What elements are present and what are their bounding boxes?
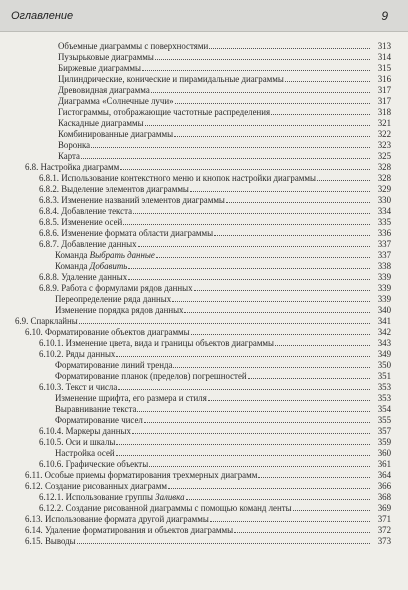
toc-entry-page: 341 <box>377 316 391 326</box>
toc-entry <box>0 349 408 360</box>
toc-entry <box>0 525 408 536</box>
toc-entry-title <box>39 382 117 393</box>
toc-entry <box>0 404 408 415</box>
toc-entry-page: 353 <box>377 382 391 392</box>
toc-entry-title <box>39 437 115 448</box>
toc-entry <box>0 272 408 283</box>
toc-entry-page: 360 <box>377 448 391 458</box>
toc-entry-text: 6.14. Удаление форматирования и объектов диаграммы <box>25 525 234 535</box>
toc-entry-page: 354 <box>377 404 391 414</box>
dot-leader <box>214 235 370 236</box>
toc-entry-text: 6.10.3. Текст и числа <box>39 382 118 392</box>
dot-leader <box>258 477 370 478</box>
toc-entry-text: 6.13. Использование формата другой диаграммы <box>25 514 209 524</box>
toc-entry <box>0 514 408 525</box>
dot-leader <box>155 59 370 60</box>
dot-leader <box>194 290 370 291</box>
toc-entry-text: Воронка <box>58 140 91 150</box>
toc-entry-page: 340 <box>377 305 391 315</box>
toc-entry-title <box>58 118 144 129</box>
toc-entry-text: Форматирование линий тренда <box>55 360 173 370</box>
toc-entry <box>0 426 408 437</box>
toc-entry-title <box>58 41 208 52</box>
toc-entry-page: 357 <box>377 426 391 436</box>
toc-entry <box>0 184 408 195</box>
toc-entry <box>0 118 408 129</box>
toc-entry-text: Настройка осей <box>55 448 115 458</box>
dot-leader <box>234 532 370 533</box>
toc-entry-title <box>55 261 127 272</box>
toc-entry <box>0 151 408 162</box>
toc-entry-title <box>58 52 154 63</box>
toc-entry-page: 364 <box>377 470 391 480</box>
toc-entry-page: 329 <box>377 184 391 194</box>
toc-entry-page: 361 <box>377 459 391 469</box>
dot-leader <box>209 48 370 49</box>
toc-entry-title <box>58 129 173 140</box>
toc-entry-title <box>39 217 122 228</box>
toc-entry-page: 323 <box>377 140 391 150</box>
dot-leader <box>226 202 370 203</box>
dot-leader <box>142 70 370 71</box>
toc-entry-text: 6.10.2. Ряды данных <box>39 349 116 359</box>
toc-entry-emphasis: Добавить <box>89 261 128 271</box>
toc-entry-page: 351 <box>377 371 391 381</box>
page-header <box>0 0 408 32</box>
toc-entry <box>0 52 408 63</box>
dot-leader <box>190 191 370 192</box>
toc-entry-title <box>58 85 150 96</box>
toc-entry-text: 6.8. Настройка диаграмм <box>25 162 120 172</box>
toc-entry-page: 317 <box>377 96 391 106</box>
toc-entry-text: Команда <box>55 261 90 271</box>
dot-leader <box>138 246 370 247</box>
toc-entry-emphasis: Выбрать данные <box>89 250 155 260</box>
toc-entry <box>0 239 408 250</box>
toc-entry-title <box>58 74 284 85</box>
toc-entry-title <box>55 371 247 382</box>
toc-entry <box>0 327 408 338</box>
toc-entry <box>0 360 408 371</box>
toc-entry <box>0 173 408 184</box>
toc-entry-title <box>39 184 189 195</box>
toc-entry <box>0 437 408 448</box>
table-of-contents <box>0 41 408 547</box>
dot-leader <box>191 334 370 335</box>
toc-entry-text: Изменение шрифта, его размера и стиля <box>55 393 207 403</box>
toc-entry-text: Гистограммы, отображающие частотные распределения <box>58 107 271 117</box>
toc-entry-text: Каскадные диаграммы <box>58 118 144 128</box>
dot-leader <box>137 411 370 412</box>
toc-entry-title <box>39 426 131 437</box>
toc-entry-text: 6.8.1. Использование контекстного меню и кнопок настройки диаграммы <box>39 173 316 183</box>
dot-leader <box>285 81 370 82</box>
toc-entry <box>0 305 408 316</box>
toc-entry <box>0 129 408 140</box>
toc-entry-title <box>55 360 172 371</box>
dot-leader <box>79 323 370 324</box>
toc-entry-page: 328 <box>377 162 391 172</box>
toc-entry-emphasis: Заливка <box>155 492 185 502</box>
toc-entry <box>0 85 408 96</box>
toc-entry-title <box>39 173 316 184</box>
toc-entry <box>0 503 408 514</box>
dot-leader <box>81 158 370 159</box>
toc-entry <box>0 415 408 426</box>
dot-leader <box>116 356 370 357</box>
toc-entry-title <box>58 63 141 74</box>
toc-entry <box>0 74 408 85</box>
toc-entry-page: 322 <box>377 129 391 139</box>
toc-entry-text: Форматирование чисел <box>55 415 143 425</box>
toc-entry-page: 371 <box>377 514 391 524</box>
toc-entry-title <box>55 393 207 404</box>
dot-leader <box>317 180 370 181</box>
toc-entry <box>0 371 408 382</box>
dot-leader <box>120 169 370 170</box>
dot-leader <box>175 103 370 104</box>
toc-entry <box>0 338 408 349</box>
toc-entry <box>0 63 408 74</box>
dot-leader <box>116 444 370 445</box>
toc-entry-page: 321 <box>377 118 391 128</box>
toc-entry-title <box>25 514 209 525</box>
toc-entry-text: Пузырьковые диаграммы <box>58 52 154 62</box>
toc-entry-page: 339 <box>377 272 391 282</box>
toc-entry-title <box>25 162 119 173</box>
toc-entry <box>0 492 408 503</box>
dot-leader <box>77 543 370 544</box>
toc-entry-page: 343 <box>377 338 391 348</box>
toc-entry <box>0 41 408 52</box>
dot-leader <box>116 455 370 456</box>
dot-leader <box>128 279 370 280</box>
dot-leader <box>186 499 370 500</box>
toc-entry-text: Выравнивание текста <box>55 404 137 414</box>
toc-entry-page: 315 <box>377 63 391 73</box>
toc-entry-text: Карта <box>58 151 80 161</box>
toc-entry-text: 6.8.2. Выделение элементов диаграммы <box>39 184 189 194</box>
toc-entry-title <box>25 525 233 536</box>
toc-entry-page: 349 <box>377 349 391 359</box>
toc-entry-text: Изменение порядка рядов данных <box>55 305 184 315</box>
toc-entry-title <box>55 250 155 261</box>
toc-entry-page: 317 <box>377 85 391 95</box>
toc-entry-page: 334 <box>377 206 391 216</box>
toc-entry-page: 339 <box>377 283 391 293</box>
toc-entry <box>0 250 408 261</box>
toc-entry-text: Комбинированные диаграммы <box>58 129 174 139</box>
toc-entry-title <box>25 327 190 338</box>
dot-leader <box>210 521 370 522</box>
toc-entry-title <box>55 305 183 316</box>
toc-entry-title <box>39 492 185 503</box>
toc-entry-text: Форматирование планок (пределов) погрешностей <box>55 371 247 381</box>
toc-entry <box>0 107 408 118</box>
toc-entry <box>0 195 408 206</box>
toc-entry-page: 359 <box>377 437 391 447</box>
dot-leader <box>275 345 370 346</box>
dot-leader <box>133 213 370 214</box>
toc-entry-page: 369 <box>377 503 391 513</box>
dot-leader <box>145 125 370 126</box>
toc-entry-text: 6.8.4. Добавление текста <box>39 206 133 216</box>
toc-entry-text: 6.12.2. Создание рисованной диаграммы с помощью команд ленты <box>39 503 292 513</box>
toc-entry <box>0 536 408 547</box>
toc-entry-text: 6.15. Выводы <box>25 536 76 546</box>
dot-leader <box>128 268 370 269</box>
dot-leader <box>156 257 370 258</box>
toc-entry-page: 335 <box>377 217 391 227</box>
toc-entry <box>0 228 408 239</box>
toc-entry-title <box>39 228 213 239</box>
dot-leader <box>144 422 370 423</box>
toc-entry-text: 6.9. Спарклайны <box>15 316 78 326</box>
toc-entry-text: 6.12.1. Использование группы <box>39 492 156 502</box>
toc-entry-text: 6.10.6. Графические объекты <box>39 459 149 469</box>
dot-leader <box>208 400 370 401</box>
toc-entry-title <box>39 283 193 294</box>
toc-entry-page: 318 <box>377 107 391 117</box>
toc-entry-title <box>39 206 132 217</box>
toc-entry-title <box>55 448 115 459</box>
toc-entry-page: 325 <box>377 151 391 161</box>
toc-entry <box>0 481 408 492</box>
toc-entry-text: Переопределение ряда данных <box>55 294 172 304</box>
toc-entry-title <box>39 459 148 470</box>
toc-entry-title <box>58 140 90 151</box>
toc-entry-text: 6.10.5. Оси и шкалы <box>39 437 116 447</box>
toc-entry-text: 6.8.8. Удаление данных <box>39 272 128 282</box>
toc-entry-title <box>58 96 174 107</box>
toc-entry-page: 314 <box>377 52 391 62</box>
toc-entry-title <box>15 316 78 327</box>
toc-entry-page: 353 <box>377 393 391 403</box>
toc-entry-title <box>55 415 143 426</box>
toc-entry-text: 6.8.5. Изменение осей <box>39 217 123 227</box>
toc-entry <box>0 459 408 470</box>
toc-entry <box>0 316 408 327</box>
dot-leader <box>118 389 370 390</box>
dot-leader <box>293 510 370 511</box>
toc-entry-title <box>55 294 171 305</box>
dot-leader <box>184 312 370 313</box>
toc-entry-text: 6.8.9. Работа с формулами рядов данных <box>39 283 193 293</box>
toc-entry-title <box>25 536 76 547</box>
dot-leader <box>248 378 370 379</box>
toc-entry <box>0 283 408 294</box>
toc-entry-title <box>55 404 136 415</box>
toc-entry <box>0 470 408 481</box>
toc-entry-title <box>39 272 127 283</box>
toc-entry-title <box>39 195 225 206</box>
toc-entry <box>0 393 408 404</box>
page-number: 9 <box>381 9 388 23</box>
toc-entry-text: Команда <box>55 250 90 260</box>
toc-entry <box>0 140 408 151</box>
toc-entry-text: 6.10.4. Маркеры данных <box>39 426 131 436</box>
toc-entry-page: 350 <box>377 360 391 370</box>
toc-entry-text: 6.10.1. Изменение цвета, вида и границы объектов диаграммы <box>39 338 275 348</box>
toc-entry-page: 373 <box>377 536 391 546</box>
toc-entry-text: Объемные диаграммы с поверхностями <box>58 41 209 51</box>
toc-entry-page: 337 <box>377 250 391 260</box>
toc-entry-text: Диаграмма «Солнечные лучи» <box>58 96 174 106</box>
dot-leader <box>172 301 370 302</box>
toc-entry-page: 337 <box>377 239 391 249</box>
toc-entry-text: 6.8.3. Изменение названий элементов диаграммы <box>39 195 225 205</box>
toc-entry-page: 338 <box>377 261 391 271</box>
dot-leader <box>149 466 370 467</box>
toc-entry-text: Древовидная диаграмма <box>58 85 150 95</box>
toc-entry <box>0 162 408 173</box>
dot-leader <box>271 114 370 115</box>
toc-entry-text: Биржевые диаграммы <box>58 63 141 73</box>
toc-entry <box>0 96 408 107</box>
toc-entry-title <box>25 470 257 481</box>
dot-leader <box>123 224 370 225</box>
toc-entry-page: 366 <box>377 481 391 491</box>
toc-entry-title <box>58 151 80 162</box>
toc-entry <box>0 382 408 393</box>
toc-entry <box>0 448 408 459</box>
toc-entry-title <box>58 107 270 118</box>
toc-entry-page: 342 <box>377 327 391 337</box>
toc-entry-title <box>39 239 137 250</box>
toc-entry-page: 316 <box>377 74 391 84</box>
toc-entry-text: 6.11. Особые приемы форматирования трехмерных диаграмм <box>25 470 258 480</box>
toc-entry-page: 330 <box>377 195 391 205</box>
toc-entry-page: 339 <box>377 294 391 304</box>
toc-entry-page: 336 <box>377 228 391 238</box>
toc-entry-page: 355 <box>377 415 391 425</box>
toc-entry-text: Цилиндрические, конические и пирамидальные диаграммы <box>58 74 284 84</box>
toc-entry-title <box>25 481 167 492</box>
toc-entry-page: 328 <box>377 173 391 183</box>
toc-entry-title <box>39 503 292 514</box>
toc-entry-text: 6.12. Создание рисованных диаграмм <box>25 481 167 491</box>
toc-entry-page: 372 <box>377 525 391 535</box>
dot-leader <box>174 136 370 137</box>
dot-leader <box>132 433 370 434</box>
running-title: Оглавление <box>11 10 74 22</box>
dot-leader <box>91 147 370 148</box>
toc-entry <box>0 294 408 305</box>
toc-entry-title <box>39 338 274 349</box>
toc-entry-page: 368 <box>377 492 391 502</box>
dot-leader <box>173 367 370 368</box>
toc-entry-text: 6.8.7. Добавление данных <box>39 239 137 249</box>
toc-entry-text: 6.8.6. Изменение формата области диаграммы <box>39 228 214 238</box>
toc-entry-text: 6.10. Форматирование объектов диаграммы <box>25 327 190 337</box>
toc-entry <box>0 217 408 228</box>
toc-entry <box>0 206 408 217</box>
dot-leader <box>151 92 370 93</box>
toc-entry <box>0 261 408 272</box>
toc-entry-title <box>39 349 115 360</box>
toc-entry-page: 313 <box>377 41 391 51</box>
dot-leader <box>168 488 370 489</box>
